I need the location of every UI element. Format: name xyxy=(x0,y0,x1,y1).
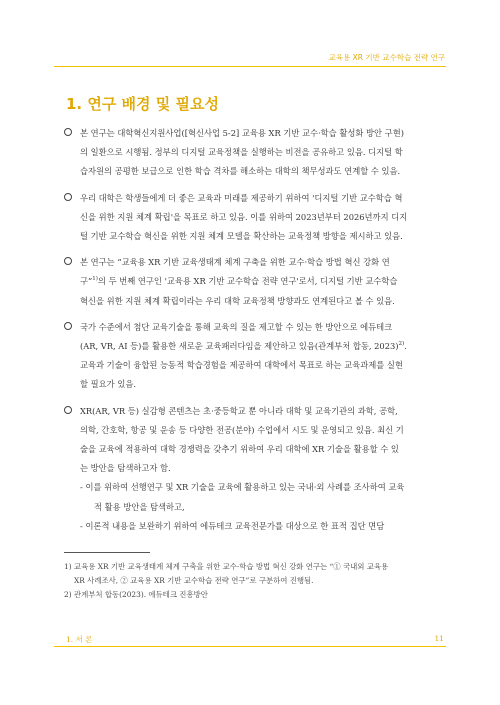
paragraph-2 xyxy=(64,189,448,247)
text-line xyxy=(80,272,448,291)
text-line: 본 연구는 대학혁신지원사업([혁신사업 5-2] 교육용 XR 기반 교수·학습 활성화 방안 구현) xyxy=(80,128,404,138)
text-line: 할 필요가 있음. xyxy=(80,379,137,390)
footnote-2: 2) 관계부처 합동(2023). 에듀테크 진흥방안 xyxy=(64,590,208,599)
header-divider xyxy=(54,66,446,67)
text-line: - 이를 위하여 선행연구 및 XR 기술을 교육에 활용하고 있는 국내·외 사례를 조사하여 교육 xyxy=(80,482,405,493)
footnotes xyxy=(64,560,448,602)
text-line: 신을 위한 지원 체계 확립'을 목표로 하고 있음. 이를 위하여 2023년부터 2026년까지 디지 xyxy=(80,211,408,222)
text-line: - 이론적 내용을 보완하기 위하여 에듀테크 교육전문가를 대상으로 한 표적 집단 면담 xyxy=(80,520,385,531)
text-line: 의 일환으로 시행됨. 정부의 디지털 교육정책을 실행하는 비전을 공유하고 있음. 디지털 학 xyxy=(80,147,403,158)
text-line: 털 기반 교수학습 혁신을 위한 지원 체계 모델을 확산하는 교육정책 방향을 제시하고 있음. xyxy=(80,231,403,242)
text-fragment: (AR, VR, AI 등)를 활용한 새로운 교육패러다임을 제안하고 있음(관계부처 합동, 2023) xyxy=(80,341,399,352)
text-line: 교육과 기술이 융합된 능동적 학습경험을 제공하여 대학에서 목표로 하는 교육과제를 실현 xyxy=(80,360,403,371)
text-line: 우리 대학은 학생들에게 더 좋은 교육과 미래를 제공하기 위하여 '디지털 기반 교수학습 혁 xyxy=(80,192,403,203)
footer-chapter-label: 1. 서 론 xyxy=(66,635,93,644)
footnote-1: 1) 교육용 XR 기반 교육생태계 체계 구축을 위한 교수·학습 방법 혁신 강화 연구는 “① 국내외 교육용 xyxy=(64,562,389,571)
section-title: 1. 연구 배경 및 필요성 xyxy=(66,95,219,113)
text-line: 국가 수준에서 첨단 교육기술을 통해 교육의 질을 제고할 수 있는 한 방안으로 에듀테크 xyxy=(80,321,393,332)
text-line: XR(AR, VR 등) 실감형 콘텐츠는 초·중등학교 뿐 아니라 대학 및 교육기관의 과학, 공학, xyxy=(80,405,398,416)
sub-item-1 xyxy=(64,478,448,516)
circle-bullet-icon xyxy=(64,406,72,414)
text-line: 적 활용 방안을 탐색하고, xyxy=(94,501,185,512)
circle-bullet-icon xyxy=(64,257,72,265)
footnote-ref-1[interactable]: 1) xyxy=(92,276,98,283)
text-line: 는 방안을 탐색하고자 함. xyxy=(80,463,171,474)
circle-bullet-icon xyxy=(64,322,72,330)
text-line xyxy=(80,337,448,356)
text-line: 술을 교육에 적용하여 대학 경쟁력을 갖추기 위하여 우리 대학에 XR 기술을 활용할 수 있 xyxy=(80,444,399,455)
sub-item-2 xyxy=(64,517,448,536)
text-fragment: . xyxy=(404,341,407,352)
text-line: 본 연구는 “교육용 XR 기반 교육생태계 체계 구축을 위한 교수·학습 방법 혁신 강화 연 xyxy=(80,257,390,268)
text-fragment: 구” xyxy=(80,276,93,287)
circle-bullet-icon xyxy=(64,128,72,136)
footnote-divider xyxy=(64,552,150,553)
text-line: 혁신을 위한 지원 체계 확립이라는 우리 대학 교육정책 방향과도 연계된다고 볼 수 있음. xyxy=(80,295,395,306)
text-line: 의학, 간호학, 항공 및 운송 등 다양한 전공(분야) 수업에서 시도 및 운영되고 있음. 최신 기 xyxy=(80,424,404,435)
text-line: 습자원의 공평한 보급으로 인한 학습 격차를 해소하는 대학의 책무성과도 연계할 수 있음. xyxy=(80,166,401,177)
circle-bullet-icon xyxy=(64,193,72,201)
paragraph-1 xyxy=(64,124,448,182)
paragraph-3 xyxy=(64,253,448,311)
footer-divider xyxy=(54,646,446,647)
page-number: 11 xyxy=(434,634,444,643)
footnote-1-continued: XR 사례조사, ② 교육용 XR 기반 교수학습 전략 연구”로 구분하여 진행됨. xyxy=(74,576,314,585)
body-text xyxy=(64,124,448,536)
footnote-ref-2[interactable]: 2) xyxy=(398,341,405,348)
text-fragment: 의 두 번째 연구인 '교육용 XR 기반 교수학습 전략 연구'로서, 디지털 기반 교수학습 xyxy=(97,276,398,287)
paragraph-5 xyxy=(64,402,448,479)
paragraph-4 xyxy=(64,318,448,395)
running-header: 교육용 XR 기반 교수학습 전략 연구 xyxy=(328,53,445,62)
